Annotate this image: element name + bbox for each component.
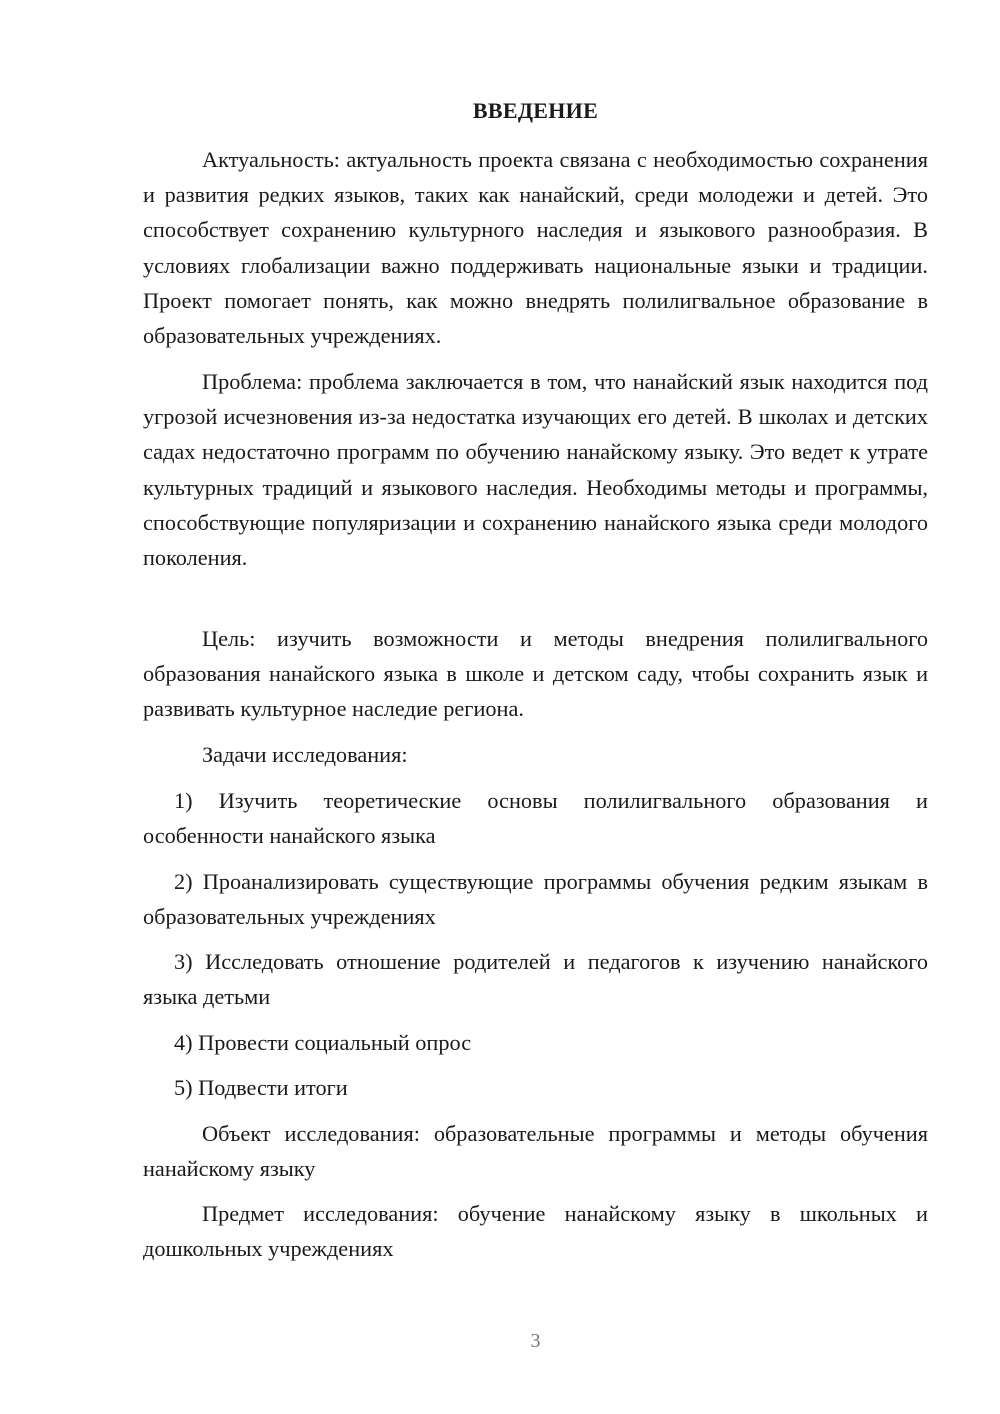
goal-paragraph: Цель: изучить возможности и методы внедрения полилигвального образования нанайского языка в школе и детском саду, чтобы сохранить язык и развивать культурное наследие региона. [143, 626, 928, 722]
section-heading: ВВЕДЕНИЕ [472, 98, 599, 123]
tasks-title: Задачи исследования: [202, 742, 408, 767]
relevance-paragraph: Актуальность: актуальность проекта связана с необходимостью сохранения и развития редких языков, таких как нанайский, среди молодежи и детей. Это способствует сохранению культурного наследия и языкового разнообразия. В условиях глобализации важно поддерживать национальные языки и традиции. Проект помогает понять, как можно внедрять полилигвальное образование в образовательных учреждениях. [143, 147, 928, 349]
page-number: 3 [530, 1330, 541, 1352]
subject-paragraph: Предмет исследования: обучение нанайскому языку в школьных и дошкольных учреждениях [143, 1201, 928, 1262]
problem-paragraph: Проблема: проблема заключается в том, что нанайский язык находится под угрозой исчезновения из-за недостатка изучающих его детей. В школах и детских садах недостаточно программ по обучению нанайскому языку. Это ведет к утрате культурных традиций и языкового наследия. Необходимы методы и программы, способствующие популяризации и сохранению нанайского языка среди молодого поколения. [143, 369, 928, 571]
object-paragraph: Объект исследования: образовательные программы и методы обучения нанайскому языку [143, 1121, 928, 1182]
task-item-1: 1) Изучить теоретические основы полилигвального образования и особенности нанайского языка [143, 788, 928, 849]
task-item-2: 2) Проанализировать существующие программы обучения редким языкам в образовательных учреждениях [143, 869, 928, 930]
task-item-4: 4) Провести социальный опрос [174, 1030, 472, 1055]
task-item-3: 3) Исследовать отношение родителей и педагогов к изучению нанайского языка детьми [143, 949, 928, 1010]
document-page [143, 0, 928, 1414]
task-item-5: 5) Подвести итоги [174, 1075, 348, 1100]
